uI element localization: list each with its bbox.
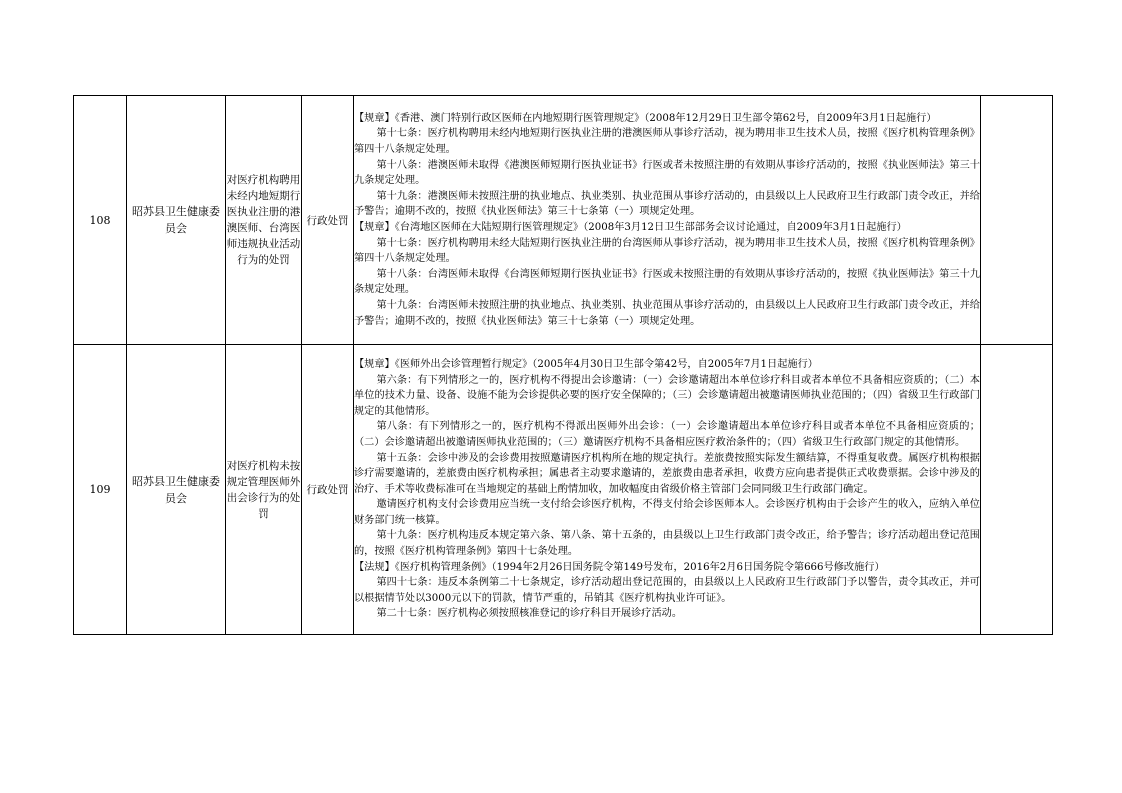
basis-paragraph: 第十九条：医疗机构违反本规定第六条、第八条、第十五条的，由县级以上卫生行政部门责令改正，给予警告；诊疗活动超出登记范围的，按照《医疗机构管理条例》第四十七条处理。 — [354, 530, 980, 558]
legal-basis-cell — [354, 96, 981, 345]
basis-paragraph: 【规章】《台湾地区医师在大陆短期行医管理规定》（2008年3月12日卫生部部务会议讨论通过，自2009年3月1日起施行） — [354, 222, 907, 233]
item-name-cell: 对医疗机构未按规定管理医师外出会诊行为的处罚 — [226, 345, 302, 635]
item-type-cell: 行政处罚 — [302, 345, 354, 635]
remarks-cell — [981, 345, 1053, 635]
department-cell: 昭苏县卫生健康委员会 — [127, 96, 226, 345]
basis-paragraph: 【法规】《医疗机构管理条例》（1994年2月26日国务院令第149号发布，2016年2月6日国务院令第666号修改施行） — [354, 561, 885, 573]
basis-paragraph: 第十九条：台湾医师未按照注册的执业地点、执业类别、执业范围从事诊疗活动的，由县级以上人民政府卫生行政部门责令改正，并给予警告；逾期不改的，按照《执业医师法》第三十七条第（一）项规定处理。 — [354, 299, 980, 327]
basis-paragraph: 第十九条：港澳医师未按照注册的执业地点、执业类别、执业范围从事诊疗活动的，由县级以上人民政府卫生行政部门责令改正，并给予警告；逾期不改的，按照《执业医师法》第三十七条第（一）项规定处理。 — [354, 190, 980, 218]
legal-basis-cell — [354, 345, 981, 635]
basis-paragraph: 第六条：有下列情形之一的，医疗机构不得提出会诊邀请：（一）会诊邀请超出本单位诊疗科目或者本单位不具备相应资质的；（二）本单位的技术力量、设备、设施不能为会诊提供必要的医疗安全保障的；（三）会诊邀请超出被邀请医师执业范围的；（四）省级卫生行政部门规定的其他情形。 — [354, 374, 980, 417]
basis-paragraph: 第十七条：医疗机构聘用未经大陆短期行医执业注册的台湾医师从事诊疗活动，视为聘用非卫生技术人员，按照《医疗机构管理条例》第四十八条规定处理。 — [354, 237, 980, 265]
basis-paragraph: 【规章】《医师外出会诊管理暂行规定》（2005年4月30日卫生部令第42号，自2005年7月1日起施行） — [354, 358, 818, 370]
basis-paragraph: 第十七条：医疗机构聘用未经内地短期行医执业注册的港澳医师从事诊疗活动，视为聘用非卫生技术人员，按照《医疗机构管理条例》第四十八条规定处理。 — [354, 128, 980, 156]
basis-paragraph: 【规章】《香港、澳门特别行政区医师在内地短期行医管理规定》（2008年12月29日卫生部令第62号，自2009年3月1日起施行） — [354, 112, 937, 124]
department-cell: 昭苏县卫生健康委员会 — [127, 345, 226, 635]
item-type-cell: 行政处罚 — [302, 96, 354, 345]
basis-paragraph: 第十五条：会诊中涉及的会诊费用按照邀请医疗机构所在地的规定执行。差旅费按照实际发生额结算，不得重复收费。属医疗机构根据诊疗需要邀请的，差旅费由医疗机构承担；属患者主动要求邀请的，差旅费由患者承担，收费方应向患者提供正式收费票据。会诊中涉及的治疗、手术等收费标准可在当地规定的基础上酌情加收，加收幅度由省级价格主管部门会同同级卫生行政部门确定。 — [354, 452, 980, 495]
basis-paragraph: 第四十七条：违反本条例第二十七条规定，诊疗活动超出登记范围的，由县级以上人民政府卫生行政部门予以警告，责令其改正，并可以根据情节处以3000元以下的罚款，情节严重的，吊销其《医疗机构执业许可证》。 — [354, 577, 980, 604]
remarks-cell — [981, 96, 1053, 345]
table-row — [74, 96, 1053, 345]
basis-paragraph: 第八条：有下列情形之一的，医疗机构不得派出医师外出会诊：（一）会诊邀请超出本单位诊疗科目或者本单位不具备相应资质的；（二）会诊邀请超出被邀请医师执业范围的；（三）邀请医疗机构不具备相应医疗救治条件的；（四）省级卫生行政部门规定的其他情形。 — [354, 421, 980, 448]
regulation-table — [73, 95, 1053, 635]
basis-paragraph: 第二十七条：医疗机构必须按照核准登记的诊疗科目开展诊疗活动。 — [376, 608, 683, 620]
table-row — [74, 345, 1053, 635]
basis-paragraph: 第十八条：台湾医师未取得《台湾医师短期行医执业证书》行医或未按照注册的有效期从事诊疗活动的，按照《执业医师法》第三十九条规定处理。 — [354, 268, 980, 296]
basis-paragraph: 邀请医疗机构支付会诊费用应当统一支付给会诊医疗机构，不得支付给会诊医师本人。会诊医疗机构由于会诊产生的收入，应纳入单位财务部门统一核算。 — [354, 499, 980, 526]
item-name-cell: 对医疗机构聘用未经内地短期行医执业注册的港澳医师、台湾医师违规执业活动行为的处罚 — [226, 96, 302, 345]
row-number: 108 — [74, 96, 127, 345]
row-number: 109 — [74, 345, 127, 635]
basis-paragraph: 第十八条：港澳医师未取得《港澳医师短期行医执业证书》行医或者未按照注册的有效期从事诊疗活动的，按照《执业医师法》第三十九条规定处理。 — [354, 159, 980, 187]
